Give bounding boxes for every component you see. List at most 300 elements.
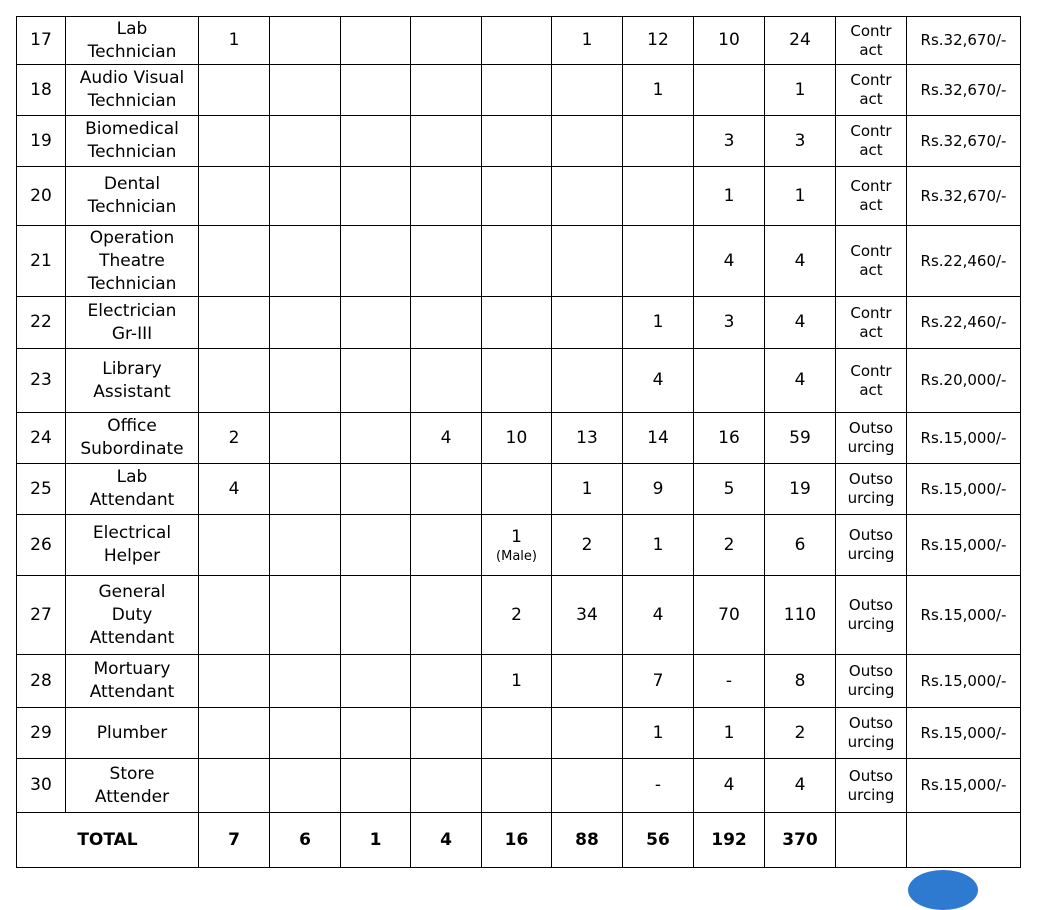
table-row [17,759,1021,813]
count-value: 1 [228,30,240,50]
appointment-type [836,759,907,813]
count-c5 [482,167,552,226]
cell-line: Plumber [96,722,168,743]
count-c2 [270,759,341,813]
cell-line: Attender [94,786,170,807]
count-c8 [694,226,765,297]
count-c4 [411,297,482,349]
total-c1: 7 [199,813,270,868]
cell-line: Outso [848,596,894,614]
count-value: 4 [723,775,735,795]
cell-line: Contr [850,122,892,140]
table-row [17,226,1021,297]
appointment-type [836,226,907,297]
post-name [66,576,199,655]
count-c4 [411,464,482,515]
appointment-type [836,576,907,655]
serial-number: 20 [17,167,66,226]
count-c6 [552,297,623,349]
count-value: 1 [652,534,664,555]
count-c1 [199,759,270,813]
count-value: 1 [511,526,522,547]
total-count [765,297,836,349]
count-c6 [552,708,623,759]
count-c2 [270,65,341,116]
serial-number: 21 [17,226,66,297]
cell-line: Operation [89,227,175,248]
post-name [66,349,199,413]
serial-number: 26 [17,515,66,576]
pay-amount: Rs.15,000/- [907,576,1021,655]
count-value: 2 [511,604,522,625]
count-value: 4 [440,427,452,448]
count-value: 3 [723,312,735,332]
count-value: 10 [505,427,528,448]
count-value: 8 [794,670,806,691]
count-c4 [411,226,482,297]
count-value: 4 [794,370,806,390]
count-value: 1 [794,79,806,100]
count-c1 [199,116,270,167]
cell-line: Subordinate [80,439,184,459]
count-c7 [623,576,694,655]
pay-amount: Rs.22,460/- [907,297,1021,349]
post-name [66,65,199,116]
post-name [66,226,199,297]
count-value: 4 [652,604,664,625]
count-c2 [270,297,341,349]
count-value: 1 [794,185,806,206]
cell-line: Helper [103,546,161,566]
cell-line: urcing [847,545,895,563]
post-name [66,515,199,576]
cell-line: Theatre [99,250,165,271]
count-c4 [411,576,482,655]
count-c7 [623,167,694,226]
serial-number: 29 [17,708,66,759]
count-c5 [482,17,552,65]
pay-amount: Rs.22,460/- [907,226,1021,297]
count-c2 [270,413,341,464]
table-row [17,576,1021,655]
count-c8 [694,349,765,413]
count-value: 19 [789,478,811,499]
cell-line: Technician [87,41,177,62]
count-value: 1 [652,722,664,743]
count-value: 9 [652,478,664,499]
count-c7 [623,515,694,576]
count-value: 5 [723,478,735,499]
count-c8 [694,413,765,464]
count-value: 24 [789,30,811,50]
cell-line: Electrician [87,300,177,321]
cell-line: urcing [847,733,895,751]
count-c4 [411,515,482,576]
count-c7 [623,65,694,116]
appointment-type [836,349,907,413]
cell-line: Contr [850,177,892,195]
count-value: 4 [723,250,735,271]
table-row [17,167,1021,226]
count-value: 2 [581,534,593,555]
count-c4 [411,655,482,708]
pay-amount: Rs.15,000/- [907,515,1021,576]
count-c3 [341,167,411,226]
cell-line: Electrical [92,523,172,543]
cell-line: Outso [848,526,894,544]
cell-line: Duty [111,604,153,625]
cell-line: Assistant [93,381,171,402]
count-value: 1 [652,79,664,100]
post-name [66,655,199,708]
count-c8 [694,17,765,65]
serial-number: 27 [17,576,66,655]
pay-amount: Rs.32,670/- [907,116,1021,167]
vacancy-table [16,16,1021,868]
count-c8 [694,116,765,167]
cell-line: Contr [850,361,892,380]
appointment-type [836,116,907,167]
count-c6 [552,413,623,464]
count-c8 [694,167,765,226]
total-count [765,655,836,708]
count-value: 12 [647,30,669,50]
cell-line: Attendant [89,627,175,648]
count-value: 6 [794,534,806,555]
count-c7 [623,226,694,297]
cell-line: Outso [848,662,894,680]
count-c4 [411,413,482,464]
count-c7 [623,116,694,167]
appointment-type [836,297,907,349]
count-value: 4 [794,250,806,271]
count-value: 70 [718,604,740,625]
post-name [66,413,199,464]
cell-line: Outso [848,714,894,732]
count-c4 [411,17,482,65]
count-c6 [552,655,623,708]
pay-amount: Rs.32,670/- [907,17,1021,65]
table-row [17,655,1021,708]
total-count [765,349,836,413]
count-c7 [623,349,694,413]
count-c5 [482,515,552,576]
count-c1 [199,297,270,349]
total-count [765,167,836,226]
cell-line: Lab [116,18,148,39]
count-value: 110 [783,604,817,625]
count-c3 [341,116,411,167]
empty-cell [907,813,1021,868]
appointment-type [836,515,907,576]
count-c1 [199,464,270,515]
count-note: (Male) [496,548,537,564]
cell-line: Office [107,416,157,436]
total-count [765,708,836,759]
cell-line: act [859,380,883,399]
post-name [66,464,199,515]
count-c2 [270,708,341,759]
count-c2 [270,116,341,167]
cell-line: Technician [87,273,177,294]
count-c3 [341,576,411,655]
count-c4 [411,759,482,813]
count-c3 [341,413,411,464]
count-c8 [694,708,765,759]
count-c5 [482,116,552,167]
total-count [765,226,836,297]
pay-amount: Rs.15,000/- [907,413,1021,464]
pay-amount: Rs.32,670/- [907,65,1021,116]
total-label: TOTAL [17,813,199,868]
cell-line: Attendant [89,490,175,510]
serial-number: 18 [17,65,66,116]
table-row [17,116,1021,167]
table-row [17,17,1021,65]
post-name [66,708,199,759]
count-c1 [199,17,270,65]
cell-line: act [859,141,883,159]
count-c1 [199,413,270,464]
count-c4 [411,349,482,413]
cell-line: urcing [847,438,895,456]
total-count [765,464,836,515]
cell-line: Gr-III [111,323,153,344]
count-c2 [270,167,341,226]
empty-cell [836,813,907,868]
count-c2 [270,226,341,297]
cell-line: Library [102,358,162,379]
count-c2 [270,349,341,413]
cell-line: Contr [850,303,892,322]
count-value: 1 [723,722,735,743]
table-row [17,65,1021,116]
count-c2 [270,515,341,576]
cell-line: Outso [848,470,894,488]
count-value: 2 [723,534,735,555]
total-c4: 4 [411,813,482,868]
table-row [17,464,1021,515]
total-count [765,17,836,65]
cell-line: Mortuary [93,659,171,679]
count-c6 [552,759,623,813]
table-row [17,297,1021,349]
serial-number: 30 [17,759,66,813]
count-value: 4 [794,312,806,332]
count-c2 [270,464,341,515]
cell-line: act [859,322,883,341]
serial-number: 23 [17,349,66,413]
count-c1 [199,65,270,116]
count-value: 13 [576,427,598,448]
total-c2: 6 [270,813,341,868]
count-value: 2 [794,722,806,743]
count-c3 [341,655,411,708]
count-value: 59 [789,427,811,448]
grand-total: 370 [765,813,836,868]
total-count [765,576,836,655]
count-value: 4 [794,775,806,795]
count-c5 [482,464,552,515]
post-name [66,116,199,167]
count-value: 3 [794,130,806,151]
count-c5 [482,297,552,349]
count-c7 [623,17,694,65]
pay-amount: Rs.15,000/- [907,655,1021,708]
cell-line: act [859,90,883,108]
count-c8 [694,655,765,708]
cell-line: urcing [847,615,895,633]
count-c1 [199,576,270,655]
total-row [17,813,1021,868]
count-c5 [482,65,552,116]
serial-number: 22 [17,297,66,349]
count-value: 1 [723,185,735,206]
count-c3 [341,297,411,349]
pay-amount: Rs.15,000/- [907,464,1021,515]
count-c1 [199,708,270,759]
count-c6 [552,65,623,116]
serial-number: 17 [17,17,66,65]
count-c4 [411,65,482,116]
count-c2 [270,576,341,655]
count-c6 [552,226,623,297]
table-row [17,515,1021,576]
count-c3 [341,515,411,576]
table-body [17,17,1021,868]
count-c1 [199,167,270,226]
count-c6 [552,17,623,65]
count-value: - [725,670,733,691]
count-c8 [694,297,765,349]
appointment-type [836,17,907,65]
cell-line: Dental [103,174,161,194]
count-c6 [552,349,623,413]
appointment-type [836,167,907,226]
count-c1 [199,226,270,297]
total-c3: 1 [341,813,411,868]
count-value: 2 [228,427,240,448]
count-value: 16 [718,427,740,448]
post-name [66,17,199,65]
count-c3 [341,65,411,116]
count-value: 34 [576,604,598,625]
cell-line: Audio Visual [79,68,185,88]
count-value: 1 [511,670,522,691]
table-row [17,413,1021,464]
total-count [765,759,836,813]
cell-line: urcing [847,489,895,507]
count-c7 [623,464,694,515]
count-c2 [270,655,341,708]
count-c8 [694,65,765,116]
cell-line: General [98,581,166,602]
count-c6 [552,515,623,576]
count-c7 [623,297,694,349]
cell-line: Technician [87,91,177,111]
count-c7 [623,708,694,759]
pay-amount: Rs.15,000/- [907,759,1021,813]
total-count [765,515,836,576]
serial-number: 28 [17,655,66,708]
pay-amount: Rs.32,670/- [907,167,1021,226]
total-count [765,413,836,464]
pay-amount: Rs.20,000/- [907,349,1021,413]
count-value: 10 [718,30,740,50]
count-c5 [482,655,552,708]
count-c4 [411,167,482,226]
count-c8 [694,464,765,515]
cell-line: Lab [116,467,148,487]
count-c5 [482,349,552,413]
count-c3 [341,464,411,515]
count-c3 [341,17,411,65]
count-c6 [552,116,623,167]
count-c2 [270,17,341,65]
count-c3 [341,226,411,297]
total-count [765,116,836,167]
count-c8 [694,759,765,813]
cell-line: Biomedical [85,119,179,139]
post-name [66,297,199,349]
appointment-type [836,65,907,116]
table-row [17,349,1021,413]
cell-line: act [859,261,883,279]
appointment-type [836,655,907,708]
pay-amount: Rs.15,000/- [907,708,1021,759]
count-value: 1 [581,478,593,499]
cell-line: Outso [848,419,894,437]
cell-line: Technician [87,142,177,162]
serial-number: 25 [17,464,66,515]
cell-line: act [859,196,883,214]
count-c3 [341,759,411,813]
appointment-type [836,708,907,759]
count-value: 1 [581,30,593,50]
count-c1 [199,349,270,413]
count-c6 [552,576,623,655]
appointment-type [836,413,907,464]
count-c5 [482,708,552,759]
count-c4 [411,116,482,167]
cell-line: Attendant [89,682,175,702]
count-c7 [623,413,694,464]
count-c5 [482,759,552,813]
logo-circle [908,870,978,910]
count-c6 [552,464,623,515]
cell-line: Outso [848,766,894,785]
count-c3 [341,708,411,759]
appointment-type [836,464,907,515]
serial-number: 19 [17,116,66,167]
count-c5 [482,226,552,297]
count-c8 [694,576,765,655]
count-value: - [654,775,662,795]
cell-line: act [859,40,883,59]
post-name [66,759,199,813]
count-value: 1 [652,312,664,332]
serial-number: 24 [17,413,66,464]
count-c7 [623,759,694,813]
count-value: 4 [652,370,664,390]
count-c1 [199,515,270,576]
count-c7 [623,655,694,708]
total-c5: 16 [482,813,552,868]
total-count [765,65,836,116]
post-name [66,167,199,226]
count-c6 [552,167,623,226]
count-c1 [199,655,270,708]
